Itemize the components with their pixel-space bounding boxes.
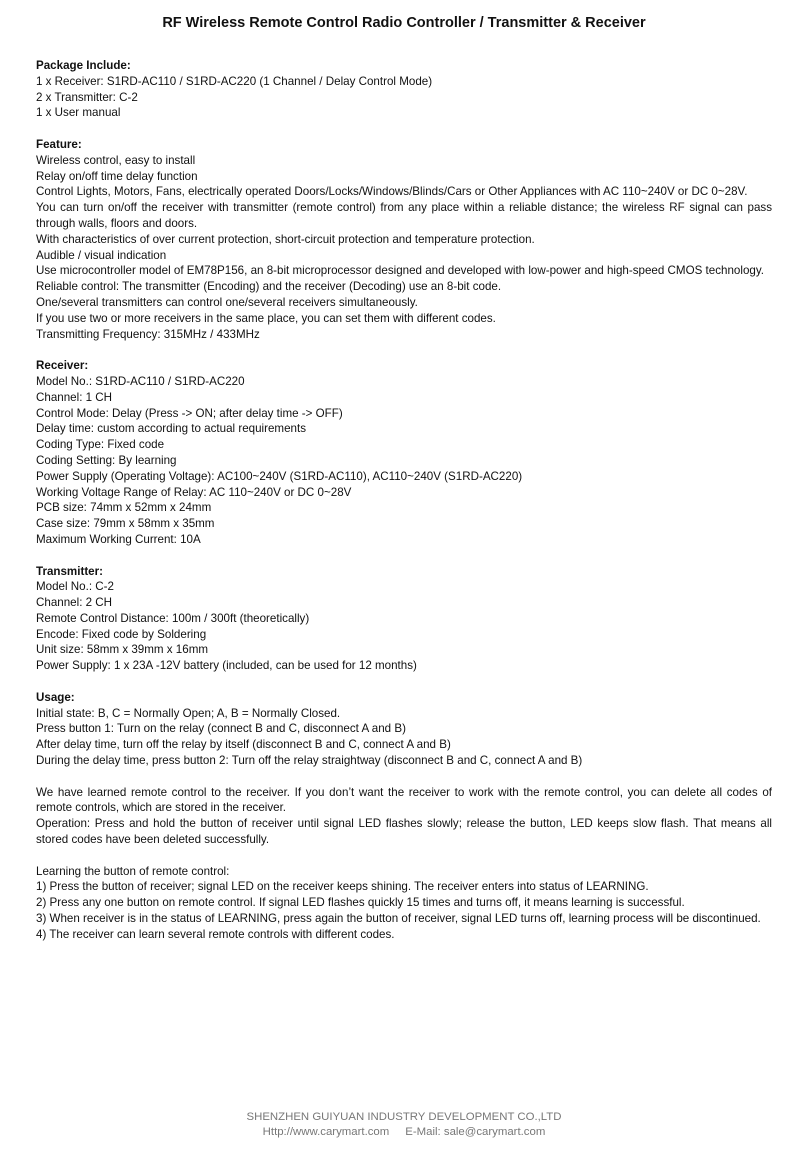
receiver-line: Maximum Working Current: 10A — [36, 532, 201, 546]
feature-line: One/several transmitters can control one/several receivers simultaneously. — [36, 295, 418, 309]
receiver-line: Coding Type: Fixed code — [36, 438, 165, 452]
usage-line: After delay time, turn off the relay by itself (disconnect B and C, connect A and B) — [36, 738, 451, 752]
learning-line: 4) The receiver can learn several remote controls with different codes. — [36, 927, 395, 941]
receiver-line: Model No.: S1RD-AC110 / S1RD-AC220 — [36, 374, 245, 388]
page-footer — [0, 1110, 808, 1140]
receiver-line: Delay time: custom according to actual requirements — [36, 422, 306, 436]
feature-line: Control Lights, Motors, Fans, electrically operated Doors/Locks/Windows/Blinds/Cars or Other Appliances with AC 110~240V or DC 0~28V. — [36, 185, 748, 199]
learning-line: 2) Press any one button on remote control. If signal LED flashes quickly 15 times and turns off, it means learning is successful. — [36, 896, 685, 910]
transmitter-line: Encode: Fixed code by Soldering — [36, 627, 207, 641]
package-line: 2 x Transmitter: C-2 — [36, 90, 138, 104]
receiver-line: Coding Setting: By learning — [36, 453, 177, 467]
feature-line: You can turn on/off the receiver with transmitter (remote control) from any place within a reliable distance; the wireless RF signal can pass through walls, floors and doors. — [36, 201, 772, 230]
delete-codes-section — [36, 785, 772, 848]
delete-codes-line: Operation: Press and hold the button of receiver until signal LED flashes slowly; release the button, LED keeps slow flash. That means all stored codes have been deleted successfully. — [36, 817, 772, 847]
receiver-line: PCB size: 74mm x 52mm x 24mm — [36, 501, 212, 515]
receiver-line: Working Voltage Range of Relay: AC 110~240V or DC 0~28V — [36, 485, 352, 499]
receiver-line: Channel: 1 CH — [36, 390, 113, 404]
receiver-section — [36, 358, 772, 548]
learning-line: 3) When receiver is in the status of LEARNING, press again the button of receiver, signal LED turns off, learning process will be discontinued. — [36, 912, 761, 926]
transmitter-line: Model No.: C-2 — [36, 580, 114, 594]
feature-line: Use microcontroller model of EM78P156, an 8-bit microprocessor designed and developed with low-power and high-speed CMOS technology. — [36, 264, 764, 278]
delete-codes-line: We have learned remote control to the receiver. If you don’t want the receiver to work with the remote control, you can delete all codes of remote controls, which are stored in the receiver. — [36, 785, 772, 815]
feature-section — [36, 137, 772, 342]
feature-heading: Feature: — [36, 137, 82, 151]
package-line: 1 x Receiver: S1RD-AC110 / S1RD-AC220 (1 Channel / Delay Control Mode) — [36, 74, 433, 88]
learning-section — [36, 864, 772, 943]
usage-line: During the delay time, press button 2: Turn off the relay straightway (disconnect B and C, connect A and B) — [36, 754, 583, 768]
usage-line: Press button 1: Turn on the relay (connect B and C, disconnect A and B) — [36, 722, 406, 736]
feature-line: Reliable control: The transmitter (Encoding) and the receiver (Decoding) use an 8-bit code. — [36, 280, 502, 294]
learning-line: 1) Press the button of receiver; signal LED on the receiver keeps shining. The receiver enters into status of LEARNING. — [36, 880, 649, 894]
usage-heading: Usage: — [36, 690, 75, 704]
footer-company: SHENZHEN GUIYUAN INDUSTRY DEVELOPMENT CO.,LTD — [246, 1111, 562, 1123]
feature-line: Wireless control, easy to install — [36, 153, 196, 167]
learning-line: Learning the button of remote control: — [36, 864, 230, 878]
receiver-line: Control Mode: Delay (Press -> ON; after delay time -> OFF) — [36, 406, 343, 420]
feature-line: If you use two or more receivers in the same place, you can set them with different codes. — [36, 311, 496, 325]
document-body — [36, 58, 772, 958]
transmitter-line: Channel: 2 CH — [36, 596, 113, 610]
transmitter-section — [36, 564, 772, 675]
feature-line: With characteristics of over current protection, short-circuit protection and temperature protection. — [36, 232, 535, 246]
page-title: RF Wireless Remote Control Radio Controller / Transmitter & Receiver — [162, 15, 646, 31]
footer-email-link[interactable]: E-Mail: sale@carymart.com — [405, 1126, 546, 1138]
usage-line: Initial state: B, C = Normally Open; A, B = Normally Closed. — [36, 706, 341, 720]
feature-line: Relay on/off time delay function — [36, 169, 198, 183]
transmitter-line: Power Supply: 1 x 23A -12V battery (included, can be used for 12 months) — [36, 659, 417, 673]
transmitter-heading: Transmitter: — [36, 564, 104, 578]
transmitter-line: Remote Control Distance: 100m / 300ft (theoretically) — [36, 611, 310, 625]
receiver-line: Case size: 79mm x 58mm x 35mm — [36, 517, 215, 531]
package-heading: Package Include: — [36, 59, 131, 72]
receiver-line: Power Supply (Operating Voltage): AC100~240V (S1RD-AC110), AC110~240V (S1RD-AC220) — [36, 469, 523, 483]
feature-line: Transmitting Frequency: 315MHz / 433MHz — [36, 327, 260, 341]
package-line: 1 x User manual — [36, 106, 121, 120]
package-section — [36, 58, 772, 121]
usage-section — [36, 690, 772, 769]
receiver-heading: Receiver: — [36, 359, 89, 373]
transmitter-line: Unit size: 58mm x 39mm x 16mm — [36, 643, 209, 657]
feature-line: Audible / visual indication — [36, 248, 167, 262]
footer-website-link[interactable]: Http://www.carymart.com — [262, 1126, 390, 1138]
footer-contact — [0, 1125, 808, 1140]
